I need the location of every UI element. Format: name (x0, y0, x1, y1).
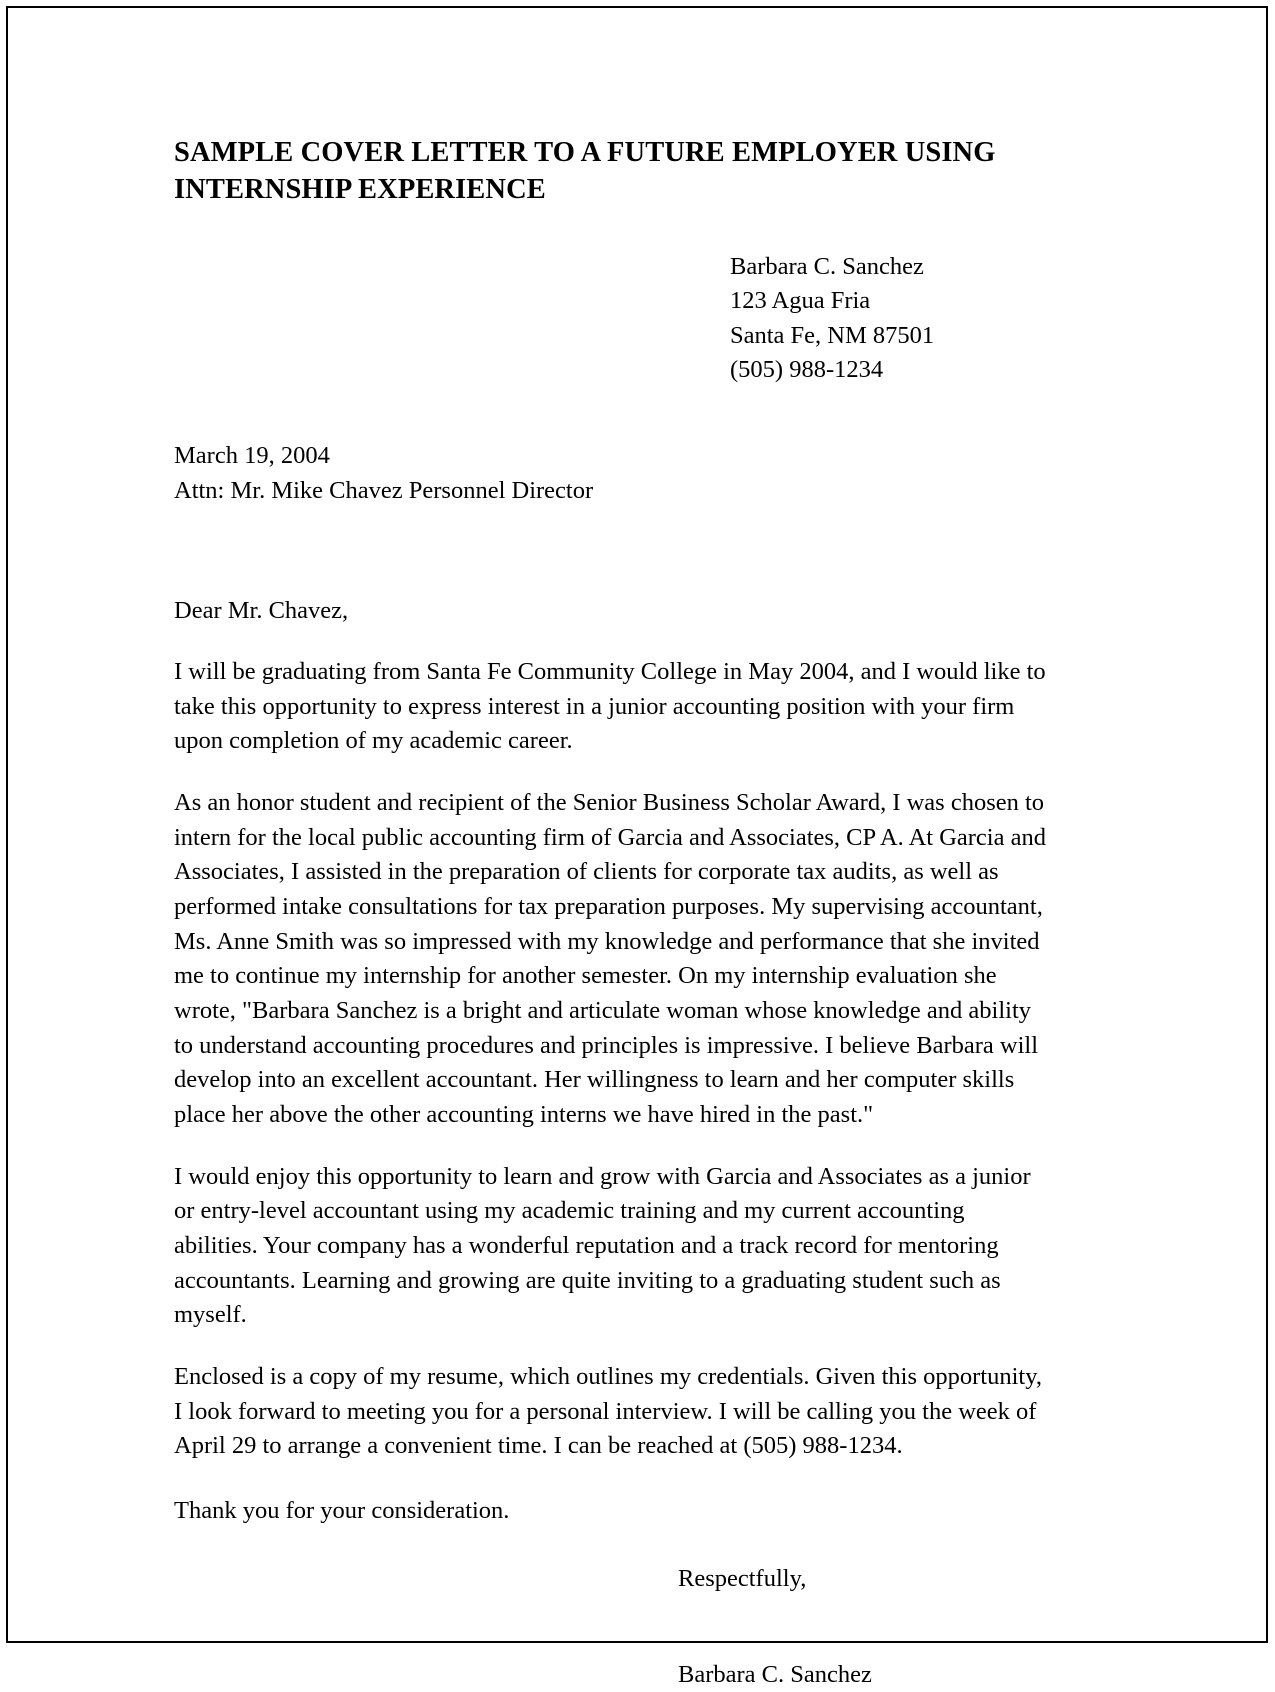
body-paragraph: Enclosed is a copy of my resume, which outlines my credentials. Given this opportunity, I look forward to meeting you for a personal interview. I will be calling you the week of April 29 to arrange a convenient time. I can be reached at (505) 988-1234. (174, 1362, 1042, 1460)
letter-content (174, 134, 1050, 1692)
salutation: Dear Mr. Chavez, (174, 596, 349, 624)
thank-you-line: Thank you for your consideration. (174, 1496, 510, 1524)
sender-street: 123 Agua Fria (730, 287, 871, 315)
letter-date: March 19, 2004 (174, 442, 330, 470)
sender-phone: (505) 988-1234 (730, 355, 884, 383)
sender-name: Barbara C. Sanchez (730, 253, 924, 281)
body-paragraph: As an honor student and recipient of the Senior Business Scholar Award, I was chosen to intern for the local public accounting firm of Garcia and Associates, CP A. At Garcia and Associates, I assisted in the preparation of clients for corporate tax audits, as well as performed intake consultations for tax preparation purposes. My supervising accountant, Ms. Anne Smith was so impressed with my knowledge and performance that she invited me to continue my internship for another semester. On my internship evaluation she wrote, "Barbara Sanchez is a bright and articulate woman whose knowledge and ability to understand accounting procedures and principles is impressive. I believe Barbara will develop into an excellent accountant. Her willingness to learn and her computer skills place her above the other accounting interns we have hired in the past." (174, 789, 1046, 1129)
sender-city-state-zip: Santa Fe, NM 87501 (730, 321, 935, 349)
body-paragraph: I will be graduating from Santa Fe Community College in May 2004, and I would like to take this opportunity to express interest in a junior accounting position with your firm upon completion of my academic career. (174, 658, 1046, 755)
date-and-attention-block (174, 439, 1050, 508)
body-paragraph: I would enjoy this opportunity to learn and grow with Garcia and Associates as a junior or entry-level accountant using my academic training and my current accounting abilities. Your company has a wonderful reputation and a track record for mentoring accountants. Learning and growing are quite inviting to a graduating student such as myself. (174, 1162, 1031, 1329)
sender-address-block (174, 250, 1050, 387)
attention-line: Attn: Mr. Mike Chavez Personnel Director (174, 476, 594, 504)
page-title-line-1: SAMPLE COVER LETTER TO A FUTURE EMPLOYER USING (174, 137, 996, 168)
page-title-line-2: INTERNSHIP EXPERIENCE (174, 174, 546, 206)
closing-salutation: Respectfully, (678, 1564, 807, 1592)
signature-name: Barbara C. Sanchez (678, 1660, 872, 1688)
page-title (174, 134, 1050, 208)
